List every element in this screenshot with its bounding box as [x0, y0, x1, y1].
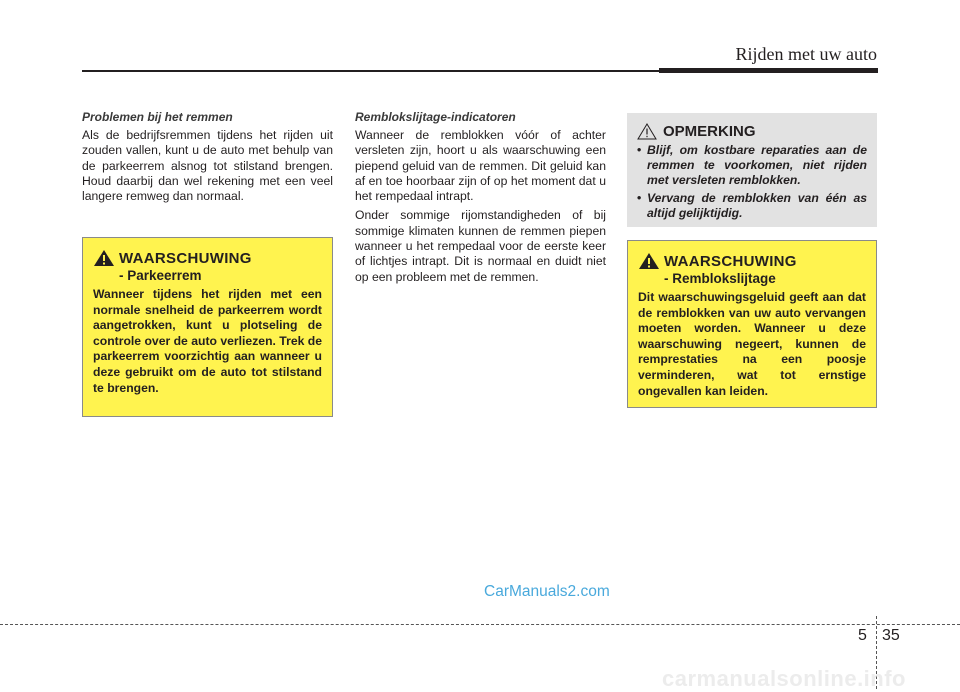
section-heading-pad-wear: Remblokslijtage-indicatoren [355, 110, 516, 124]
note-title-row [637, 121, 877, 141]
pad-wear-paragraph-1: Wanneer de remblokken vóór of achter versleten zijn, hoort u als waarschuwing een piepend geluid van de remmen. Dit geluid kan af en toe hoorbaar zijn of op het moment dat u het rempedaal intrapt. [355, 128, 606, 204]
note-box [627, 113, 877, 227]
chapter-number: 5 [858, 627, 867, 644]
warning-title-row [93, 248, 332, 268]
warning-body: Dit waarschuwingsgeluid geeft aan dat de remblokken van uw auto vervangen moeten worden. Wanneer u deze waarschuwing negeert, kunnen de remprestaties na een poosje verminderen, wat tot ernstige ongevallen kan leiden. [638, 290, 866, 398]
note-title: OPMERKING [663, 122, 756, 140]
warning-subtitle: - Parkeerrem [119, 268, 202, 283]
warning-box-parking-brake [82, 237, 333, 417]
warning-body: Wanneer tijdens het rijden met een normale snelheid de parkeerrem wordt aangetrokken, kunt u plotseling de controle over de auto verliezen. Trek de parkeerrem voorzichtig aan wanneer u deze gebruikt om de auto tot stilstand te brengen. [93, 287, 322, 395]
brake-problems-paragraph: Als de bedrijfsremmen tijdens het rijden uit zouden vallen, kunt u de auto met behulp van de parkeerrem alsnog tot stilstand brengen. Houd daarbij dan wel rekening met een veel langere remweg dan normaal. [82, 128, 333, 204]
pad-wear-paragraph-2: Onder sommige rijomstandigheden of bij sommige klimaten kunnen de remmen piepen wanneer u het rempedaal voor de eerste keer of lichtjes intrapt. Dit is normaal en duidt niet op een probleem met de remmen. [355, 208, 606, 284]
warning-triangle-icon [638, 252, 660, 270]
note-item-text: Blijf, om kostbare reparaties aan de remmen te voorkomen, niet rijden met versleten remblokken. [647, 143, 867, 188]
header-rule-accent [659, 68, 878, 73]
warning-title-row [638, 251, 876, 271]
header-rule [82, 70, 660, 72]
left-column [82, 110, 333, 208]
site-watermark-link[interactable]: CarManuals2.com [484, 583, 610, 600]
warning-triangle-icon [93, 249, 115, 267]
footer-rule [0, 624, 960, 625]
page-header-title: Rijden met uw auto [735, 44, 877, 64]
middle-column [355, 110, 606, 289]
warning-box-pad-wear [627, 240, 877, 408]
warning-title: WAARSCHUWING [119, 249, 252, 267]
note-item: • Vervang de remblokken van één as altijd gelijktijdig. [637, 190, 867, 220]
page-number: 35 [882, 627, 900, 644]
caution-outline-triangle-icon [637, 123, 657, 140]
bottom-watermark: carmanualsonline.info [662, 666, 906, 691]
note-item: • Blijf, om kostbare reparaties aan de remmen te voorkomen, niet rijden met versleten remblokken. [637, 143, 867, 188]
note-list [627, 143, 877, 221]
note-item-text: Vervang de remblokken van één as altijd gelijktijdig. [647, 190, 867, 220]
section-heading-brake-problems: Problemen bij het remmen [82, 110, 233, 124]
warning-title: WAARSCHUWING [664, 252, 797, 270]
warning-subtitle: - Remblokslijtage [664, 271, 776, 286]
